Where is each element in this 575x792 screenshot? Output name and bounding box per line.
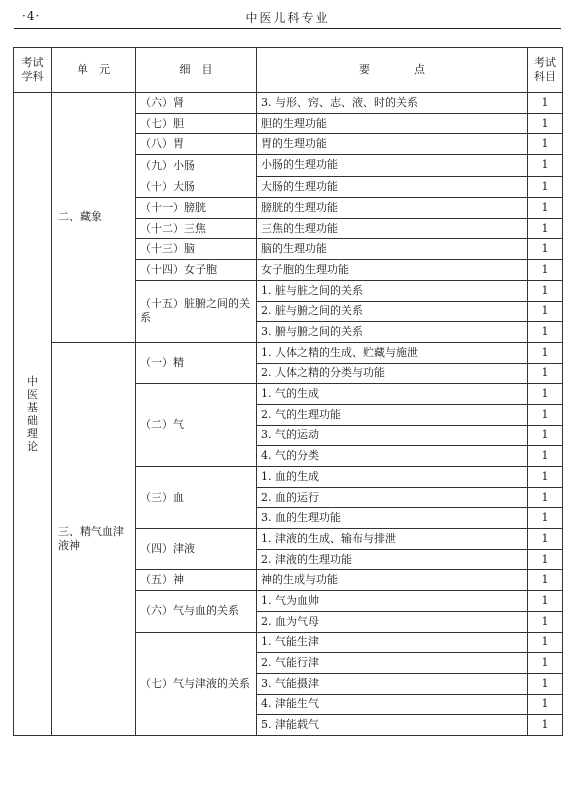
item-cell: （四）津液 bbox=[136, 529, 257, 570]
table-header-row bbox=[14, 48, 563, 93]
point-cell: 胆的生理功能 bbox=[257, 113, 528, 134]
point-cell: 5. 津能载气 bbox=[257, 715, 528, 736]
exam-cell: 1 bbox=[528, 570, 563, 591]
point-cell: 三焦的生理功能 bbox=[257, 218, 528, 239]
table-row bbox=[14, 93, 563, 114]
item-cell: （八）胃 bbox=[136, 134, 257, 155]
exam-cell: 1 bbox=[528, 301, 563, 322]
point-cell: 4. 津能生气 bbox=[257, 694, 528, 715]
exam-cell: 1 bbox=[528, 653, 563, 674]
unit-cell: 三、精气血津液神 bbox=[52, 342, 136, 735]
item-cell: （一）精 bbox=[136, 342, 257, 383]
exam-cell: 1 bbox=[528, 508, 563, 529]
point-cell: 3. 气的运动 bbox=[257, 425, 528, 446]
exam-cell: 1 bbox=[528, 198, 563, 219]
subject-cell bbox=[14, 93, 52, 736]
subject-label: 中医基础理论 bbox=[27, 374, 38, 453]
exam-cell: 1 bbox=[528, 549, 563, 570]
item-cell: （十五）脏腑之间的关系 bbox=[136, 280, 257, 342]
item-cell: （十一）膀胱 bbox=[136, 198, 257, 219]
point-cell: 3. 腑与腑之间的关系 bbox=[257, 322, 528, 343]
header-unit: 单 元 bbox=[52, 48, 136, 93]
exam-cell: 1 bbox=[528, 487, 563, 508]
exam-cell: 1 bbox=[528, 342, 563, 363]
item-cell: （十四）女子胞 bbox=[136, 260, 257, 281]
exam-cell: 1 bbox=[528, 404, 563, 425]
exam-cell: 1 bbox=[528, 715, 563, 736]
exam-cell: 1 bbox=[528, 529, 563, 550]
item-cell: （十三）脑 bbox=[136, 239, 257, 260]
item-cell: （七）胆 bbox=[136, 113, 257, 134]
exam-cell: 1 bbox=[528, 673, 563, 694]
table-row bbox=[14, 342, 563, 363]
point-cell: 1. 气能生津 bbox=[257, 632, 528, 653]
exam-cell: 1 bbox=[528, 611, 563, 632]
point-cell: 1. 气的生成 bbox=[257, 384, 528, 405]
running-title: 中医儿科专业 bbox=[245, 11, 330, 25]
point-cell: 1. 脏与脏之间的关系 bbox=[257, 280, 528, 301]
point-cell: 1. 津液的生成、输布与排泄 bbox=[257, 529, 528, 550]
page-number: ·4· bbox=[22, 9, 41, 23]
exam-cell: 1 bbox=[528, 93, 563, 114]
header-exam: 考试 科目 bbox=[528, 48, 563, 93]
exam-cell: 1 bbox=[528, 218, 563, 239]
unit-cell: 二、藏象 bbox=[52, 93, 136, 343]
exam-cell: 1 bbox=[528, 632, 563, 653]
point-cell: 2. 津液的生理功能 bbox=[257, 549, 528, 570]
exam-cell: 1 bbox=[528, 239, 563, 260]
point-cell: 1. 气为血帅 bbox=[257, 591, 528, 612]
point-cell: 膀胱的生理功能 bbox=[257, 198, 528, 219]
item-cell: （三）血 bbox=[136, 467, 257, 529]
point-cell: 4. 气的分类 bbox=[257, 446, 528, 467]
exam-cell: 1 bbox=[528, 260, 563, 281]
page-header bbox=[14, 6, 561, 29]
point-cell: 2. 血的运行 bbox=[257, 487, 528, 508]
exam-cell: 1 bbox=[528, 363, 563, 384]
exam-cell: 1 bbox=[528, 467, 563, 488]
point-cell: 大肠的生理功能 bbox=[257, 176, 528, 198]
point-cell: 3. 与形、窍、志、液、时的关系 bbox=[257, 93, 528, 114]
point-cell: 2. 人体之精的分类与功能 bbox=[257, 363, 528, 384]
item-cell: （九）小肠 （十）大肠 bbox=[136, 155, 257, 198]
exam-cell: 1 bbox=[528, 113, 563, 134]
item-cell: （十二）三焦 bbox=[136, 218, 257, 239]
point-cell: 3. 气能摄津 bbox=[257, 673, 528, 694]
header-point: 要 点 bbox=[257, 48, 528, 93]
item-cell: （五）神 bbox=[136, 570, 257, 591]
item-cell: （七）气与津液的关系 bbox=[136, 632, 257, 735]
point-cell: 脑的生理功能 bbox=[257, 239, 528, 260]
point-cell: 女子胞的生理功能 bbox=[257, 260, 528, 281]
point-cell: 1. 人体之精的生成、贮藏与施泄 bbox=[257, 342, 528, 363]
exam-cell: 1 bbox=[528, 384, 563, 405]
exam-cell: 1 bbox=[528, 322, 563, 343]
header-subject: 考试 学科 bbox=[14, 48, 52, 93]
syllabus-table bbox=[13, 47, 563, 736]
exam-cell: 1 bbox=[528, 694, 563, 715]
exam-cell: 1 bbox=[528, 280, 563, 301]
exam-cell: 1 bbox=[528, 446, 563, 467]
exam-cell: 1 bbox=[528, 134, 563, 155]
item-cell: （二）气 bbox=[136, 384, 257, 467]
point-cell: 2. 血为气母 bbox=[257, 611, 528, 632]
header-item: 细 目 bbox=[136, 48, 257, 93]
exam-cell: 1 bbox=[528, 591, 563, 612]
point-cell: 小肠的生理功能 bbox=[257, 155, 528, 177]
exam-cell: 1 bbox=[528, 155, 563, 177]
point-cell: 2. 气能行津 bbox=[257, 653, 528, 674]
point-cell: 1. 血的生成 bbox=[257, 467, 528, 488]
exam-cell: 1 bbox=[528, 176, 563, 198]
exam-cell: 1 bbox=[528, 425, 563, 446]
point-cell: 3. 血的生理功能 bbox=[257, 508, 528, 529]
point-cell: 神的生成与功能 bbox=[257, 570, 528, 591]
item-cell: （六）肾 bbox=[136, 93, 257, 114]
item-cell: （六）气与血的关系 bbox=[136, 591, 257, 632]
point-cell: 2. 气的生理功能 bbox=[257, 404, 528, 425]
point-cell: 2. 脏与腑之间的关系 bbox=[257, 301, 528, 322]
point-cell: 胃的生理功能 bbox=[257, 134, 528, 155]
